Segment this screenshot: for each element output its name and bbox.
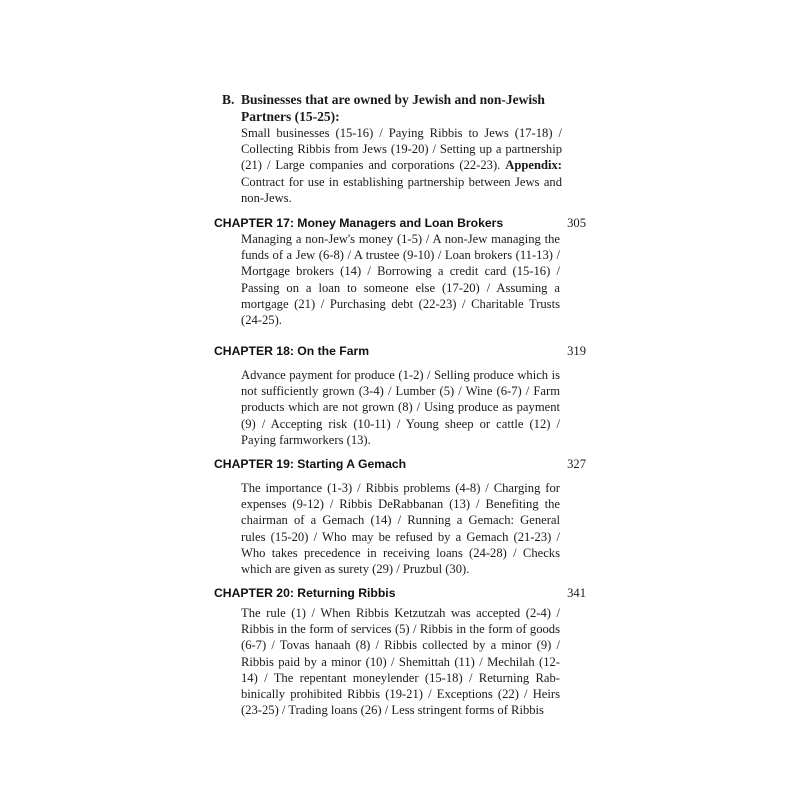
chapter-title: CHAPTER 20: Returning Ribbis (214, 586, 396, 600)
section-b-title: Businesses that are owned by Jewish and non-Jewish Partners (15-25): (241, 92, 545, 124)
section-b-topics: Small businesses (15-16) / Paying Ribbis to Jews (17-18) / Collecting Ribbis from Jews (19-20) / Setting up a partnership (21) / Large companies and corporations (22-23). (241, 126, 562, 173)
chapter-17 (214, 215, 586, 328)
chapter-topics: The rule (1) / When Ribbis Ketzutzah was accepted (2-4) / Ribbis in the form of services (5) / Ribbis in the form of goods (6-7) / Tovas hanaah (8) / Ribbis collected by a minor (9) / Ribbis paid by a minor (10) / Shemittah (11) / Mechilah (12-14) / The repentant moneylender (15-18) / Returning Rabbinically prohibited Ribbis (19-21) / Exceptions (22) / Heirs (23-25) / Trading loans (26) / Less stringent forms of Ribbis (241, 606, 560, 718)
chapter-title: CHAPTER 19: Starting A Gemach (214, 457, 407, 471)
chapter-topics: Advance payment for produce (1-2) / Selling produce which is not sufficiently grown (3-4) / Lumber (5) / Wine (6-7) / Farm products which are not grown (8) / Using produce as payment (9) / Accepting risk (10-11) / Young sheep or cattle (12) / Paying farmworkers (13). (241, 368, 560, 447)
chapter-19 (214, 456, 586, 577)
chapter-20 (214, 585, 586, 718)
chapter-heading (214, 343, 586, 359)
chapter-page-number: 319 (567, 344, 586, 358)
chapter-heading (214, 585, 586, 601)
chapter-18 (214, 343, 586, 448)
chapter-topics: Managing a non-Jew's money (1-5) / A non-Jew managing the funds of a Jew (6-8) / A trustee (9-10) / Loan brokers (11-13) / Mortgage brokers (14) / Borrowing a credit card (15-16) / Passing on a loan to someone else (17-20) / Assuming a mortgage (21) / Purchasing debt (22-23) / Charitable Trusts (24-25). (241, 232, 560, 328)
appendix-label: Appendix: (505, 158, 562, 173)
section-b-body (241, 125, 562, 206)
section-b-letter: B. (222, 92, 235, 107)
chapter-page-number: 327 (567, 457, 586, 471)
chapter-topics: The importance (1-3) / Ribbis problems (4-8) / Charging for expenses (9-12) / Ribbis DeRabbanan (13) / Benefiting the chairman of a Gemach (14) / Running a Gemach: General rules (15-20) / Who may be refused by a Gemach (21-23) / Who takes precedence in receiving loans (24-28) / Checks which are given as surety (29) / Pruzbul (30). (241, 481, 560, 577)
section-b-heading (222, 92, 562, 125)
section-b (222, 92, 562, 206)
chapter-title: CHAPTER 18: On the Farm (214, 344, 370, 358)
appendix-text: Contract for use in establishing partnership between Jews and non-Jews. (241, 174, 562, 205)
chapter-heading (214, 215, 586, 231)
chapter-title: CHAPTER 17: Money Managers and Loan Brokers (214, 216, 504, 230)
chapter-page-number: 341 (567, 586, 586, 600)
chapter-heading (214, 456, 586, 472)
chapter-page-number: 305 (567, 216, 586, 230)
